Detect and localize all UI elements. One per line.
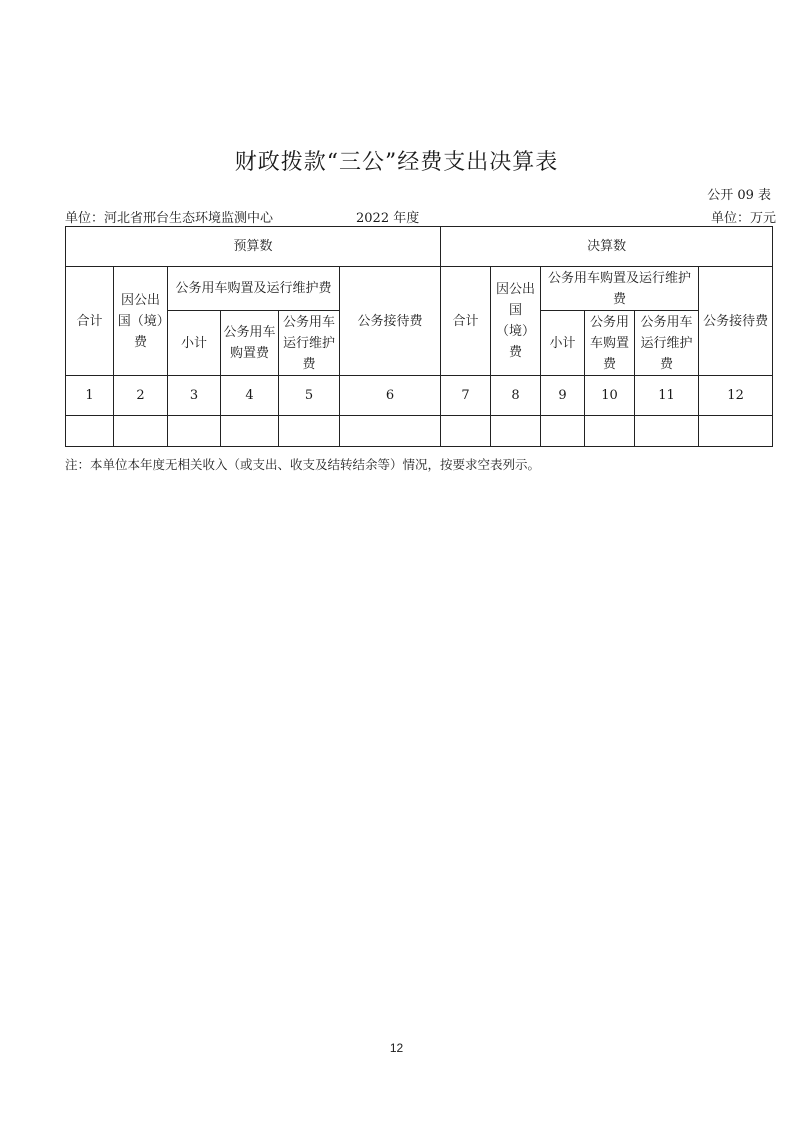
col-number: 11 xyxy=(635,376,699,416)
meta-row xyxy=(65,207,776,225)
final-header: 决算数 xyxy=(441,227,773,267)
budget-vehicle-purchase-header: 公务用车购置费 xyxy=(221,311,279,376)
page-title: 财政拨款“三公”经费支出决算表 xyxy=(234,150,559,175)
budget-reception-header: 公务接待费 xyxy=(340,267,441,376)
final-subtotal-header: 小计 xyxy=(541,311,585,376)
budget-abroad-header: 因公出国（境）费 xyxy=(114,267,168,376)
year-label: 2022 年度 xyxy=(356,211,420,226)
col-number: 9 xyxy=(541,376,585,416)
col-number: 12 xyxy=(699,376,773,416)
final-vehicle-group-header: 公务用车购置及运行维护费 xyxy=(541,267,699,311)
final-reception-header: 公务接待费 xyxy=(699,267,773,376)
currency-label: 单位：万元 xyxy=(710,211,776,226)
col-number: 7 xyxy=(441,376,491,416)
data-cell xyxy=(114,416,168,447)
column-number-row xyxy=(66,376,773,416)
data-row xyxy=(66,416,773,447)
final-vehicle-maintenance-header: 公务用车运行维护费 xyxy=(635,311,699,376)
budget-vehicle-maintenance-header: 公务用车运行维护费 xyxy=(279,311,340,376)
data-cell xyxy=(491,416,541,447)
data-cell xyxy=(66,416,114,447)
col-number: 8 xyxy=(491,376,541,416)
unit-label: 单位：河北省邢台生态环境监测中心 xyxy=(65,211,274,226)
final-vehicle-purchase-header: 公务用车购置费 xyxy=(585,311,635,376)
col-number: 3 xyxy=(168,376,221,416)
col-number: 10 xyxy=(585,376,635,416)
data-cell xyxy=(168,416,221,447)
form-number: 公开 09 表 xyxy=(707,188,771,203)
final-total-header: 合计 xyxy=(441,267,491,376)
col-number: 1 xyxy=(66,376,114,416)
data-cell xyxy=(585,416,635,447)
data-cell xyxy=(221,416,279,447)
data-cell xyxy=(541,416,585,447)
header-row-2 xyxy=(66,267,773,311)
table-note: 注：本单位本年度无相关收入（或支出、收支及结转结余等）情况，按要求空表列示。 xyxy=(65,457,541,472)
budget-vehicle-group-header: 公务用车购置及运行维护费 xyxy=(168,267,340,311)
col-number: 5 xyxy=(279,376,340,416)
col-number: 2 xyxy=(114,376,168,416)
col-number: 6 xyxy=(340,376,441,416)
budget-subtotal-header: 小计 xyxy=(168,311,221,376)
data-cell xyxy=(635,416,699,447)
budget-total-header: 合计 xyxy=(66,267,114,376)
data-cell xyxy=(441,416,491,447)
budget-header: 预算数 xyxy=(66,227,441,267)
header-row-1 xyxy=(66,227,773,267)
final-abroad-header: 因公出国（境）费 xyxy=(491,267,541,376)
page-number: 12 xyxy=(389,1041,404,1055)
col-number: 4 xyxy=(221,376,279,416)
three-public-expenses-table xyxy=(65,226,773,447)
data-cell xyxy=(699,416,773,447)
data-cell xyxy=(279,416,340,447)
data-cell xyxy=(340,416,441,447)
